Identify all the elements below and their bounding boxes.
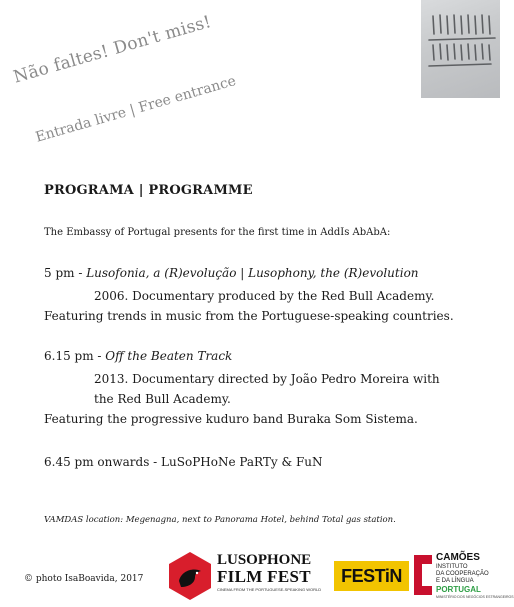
camoes-institute-logo — [414, 551, 514, 603]
camoes-sub2: DA COOPERAÇÃO — [436, 571, 489, 577]
event-2-time: 6.15 pm - — [44, 349, 106, 363]
event-3-time: 6.45 pm onwards - — [44, 455, 162, 469]
lff-wordmark-2: FILM FEST — [217, 567, 311, 586]
photo-credit: © photo IsaBoavida, 2017 — [24, 574, 144, 584]
event-2-title: Off the Beaten Track — [105, 349, 233, 363]
lff-hexagon-icon — [167, 551, 213, 601]
sand-writing-photo — [421, 0, 500, 98]
lusophone-film-fest-logo — [167, 551, 327, 601]
camoes-ministry: MINISTÉRIO DOS NEGÓCIOS ESTRANGEIROS — [436, 595, 514, 599]
slogan-free-entrance: Entrada livre | Free entrance — [33, 73, 238, 146]
event-1-featuring: Featuring trends in music from the Portuguese-speaking countries. — [44, 309, 454, 323]
event-1-time: 5 pm - — [44, 266, 87, 280]
event-1-description: 2006. Documentary produced by the Red Bull Academy. — [94, 289, 435, 303]
event-2-description: 2013. Documentary directed by João Pedro Moreira with — [94, 372, 440, 386]
festin-logo — [334, 561, 409, 591]
location-note: VAMDAS location: Megenagna, next to Panorama Hotel, behind Total gas station. — [44, 515, 396, 525]
lff-wordmark-1: LUSOPHONE — [217, 552, 312, 568]
event-2-description-cont: the Red Bull Academy. — [94, 392, 231, 406]
event-2-title-line — [44, 349, 232, 363]
event-1-title-line — [44, 266, 419, 280]
event-3-line — [44, 455, 323, 469]
camoes-c-icon — [414, 555, 432, 595]
event-2-featuring: Featuring the progressive kuduro band Buraka Som Sistema. — [44, 412, 418, 426]
event-3-title: LuSoPHoNe PaRTy & FuN — [161, 455, 323, 469]
program-heading: PROGRAMA | PROGRAMME — [44, 183, 253, 198]
camoes-sub1: INSTITUTO — [436, 564, 468, 570]
slogan-dont-miss: Não faltes! Don't miss! — [11, 11, 214, 88]
event-1-title: Lusofonia, a (R)evolução | Lusophony, the (R)evolution — [86, 266, 419, 280]
program-intro: The Embassy of Portugal presents for the first time in AddIs AbAbA: — [44, 227, 391, 238]
lff-tagline: CINEMA FROM THE PORTUGUESE-SPEAKING WORLD — [217, 587, 322, 592]
camoes-sub3: E DA LÍNGUA — [436, 578, 474, 584]
camoes-country: PORTUGAL — [436, 585, 481, 594]
festin-wordmark: FESTiN — [341, 566, 402, 586]
camoes-title: CAMÕES — [436, 552, 480, 563]
